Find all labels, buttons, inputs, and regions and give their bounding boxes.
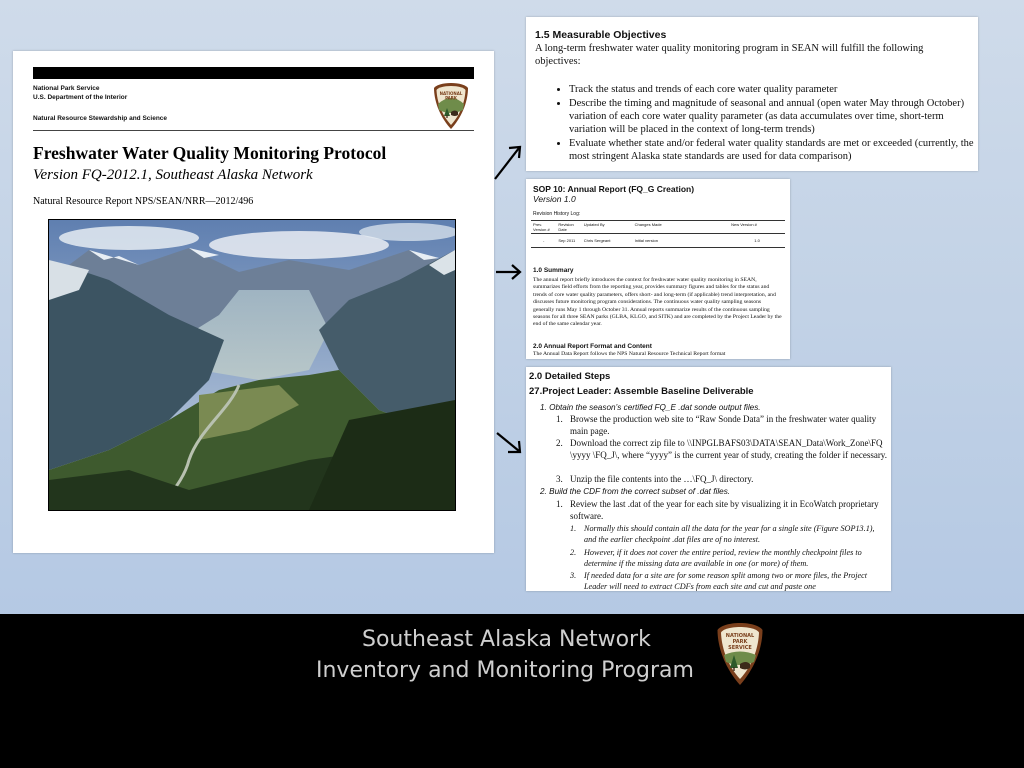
objectives-intro: A long-term freshwater water quality monitoring program in SEAN will fulfill the following objectives: xyxy=(535,43,924,67)
badge-text-2: PARK xyxy=(732,639,748,645)
sop-annual-report-excerpt xyxy=(526,179,790,359)
list-item: Unzip the file contents into the …\FQ_J\ directory. xyxy=(570,474,754,484)
arrow-icon xyxy=(494,263,524,281)
stewardship-label: Natural Resource Stewardship and Science xyxy=(33,115,168,122)
agency-line-1: National Park Service xyxy=(33,85,100,92)
list-item: Review the last .dat of the year for each site by visualizing it in EcoWatch proprietary software. xyxy=(570,499,879,521)
sop-heading: SOP 10: Annual Report (FQ_G Creation) xyxy=(533,184,695,194)
list-item: • Describe the timing and magnitude of seasonal and annual (open water May through October) variation of each core water quality parameter (as data accumulates over time, short-term variation will be placed in the context of long-term trends) xyxy=(569,97,975,136)
list-item: If needed data for a site are for some reason split among two or more files, the Project Leader will need to extract CDFs from each site and cut and paste one xyxy=(584,571,868,591)
table-header-row xyxy=(531,221,785,234)
document-title: Freshwater Water Quality Monitoring Protocol xyxy=(33,143,387,163)
nps-arrowhead-icon xyxy=(716,622,764,691)
column-header: Updated By xyxy=(582,221,633,234)
column-header: Prev. Version # xyxy=(531,221,556,234)
badge-text-1: NATIONAL xyxy=(725,633,755,639)
list-item: Browse the production web site to “Raw Sonde Data” in the freshwater water quality main page. xyxy=(570,414,877,436)
sub-1-num: 1. xyxy=(570,524,577,533)
step-3-num: 3. xyxy=(556,474,563,484)
agency-line-2: U.S. Department of the Interior xyxy=(33,94,128,101)
format-heading: 2.0 Annual Report Format and Content xyxy=(533,343,652,350)
agency-block xyxy=(33,84,127,102)
list-item: Normally this should contain all the data for the year for a single site (Figure SOP13.1), and the earlier checkpoint .dat files are of no interest. xyxy=(584,524,875,544)
step-1: 1. Obtain the season’s certified FQ_E .dat sonde output files. xyxy=(540,403,761,412)
table-cell: Initial version xyxy=(633,234,730,248)
table-cell: Chris Sergeant xyxy=(582,234,633,248)
table-row xyxy=(531,234,785,248)
document-version: Version FQ-2012.1, Southeast Alaska Network xyxy=(33,167,313,183)
sop-version: Version 1.0 xyxy=(533,194,576,204)
step-1-num: 1. xyxy=(556,414,563,424)
steps-subheading: 27.Project Leader: Assemble Baseline Deliverable xyxy=(529,386,754,397)
svg-text:NATIONAL: NATIONAL xyxy=(439,91,463,96)
report-number: Natural Resource Report NPS/SEAN/NRR—2012/496 xyxy=(33,196,254,207)
header-bar xyxy=(33,67,474,79)
program-name: Inventory and Monitoring Program xyxy=(316,658,694,683)
table-cell: Sep 2011 xyxy=(556,234,581,248)
steps-heading: 2.0 Detailed Steps xyxy=(529,371,611,382)
table-cell: 1.0 xyxy=(729,234,785,248)
nps-arrowhead-icon xyxy=(433,82,469,135)
sub-2-num: 2. xyxy=(570,548,577,557)
summary-heading: 1.0 Summary xyxy=(533,267,574,274)
list-item: • Evaluate whether state and/or federal water quality standards are met or exceeded (currently, the most stringent Alaska state standards are used for data comparison) xyxy=(569,137,975,163)
column-header: Changes Made xyxy=(633,221,730,234)
detailed-steps-excerpt xyxy=(526,367,891,591)
table-cell: - xyxy=(531,234,556,248)
step-2: 2. Build the CDF from the correct subset of .dat files. xyxy=(540,487,731,496)
sub-3-num: 3. xyxy=(570,571,577,580)
column-header: New Version # xyxy=(729,221,785,234)
column-header: Revision Date xyxy=(556,221,581,234)
objectives-excerpt xyxy=(526,17,978,171)
step-2-1-num: 1. xyxy=(556,499,563,509)
report-cover-page xyxy=(13,51,494,553)
svg-text:PARK: PARK xyxy=(445,95,457,101)
list-item: • Track the status and trends of each core water quality parameter xyxy=(569,83,975,96)
revision-table xyxy=(531,220,785,248)
divider xyxy=(33,130,474,131)
aerial-valley-photo xyxy=(48,219,456,511)
summary-text: The annual report briefly introduces the context for freshwater water quality monitoring in SEAN, summarizes field efforts from the reporting year, provides summary figures and tables for the status and trends of core water quality parameters, offers short- and long-term (if applicable) trend interpretation, and discusses future monitoring program considerations. The continuous water quality sampling seasons generally runs May 1 through October 31. Annual reports summarize results of the continuous sampling seasons for all three SEAN parks (GLBA, KLGO, and SITK) and are completed by the Project Leader by the end of the same calendar year. xyxy=(533,277,782,328)
list-item: Download the correct zip file to \\INPGLBAFS03\DATA\SEAN_Data\Work_Zone\FQ\yyyy \FQ_J\, where “yyyy” is the current year of study, creating the folder if necessary. xyxy=(570,438,887,460)
objectives-heading: 1.5 Measurable Objectives xyxy=(535,29,667,41)
format-text: The Annual Data Report follows the NPS Natural Resource Technical Report format xyxy=(533,351,726,357)
network-name: Southeast Alaska Network xyxy=(362,627,651,652)
objectives-list xyxy=(535,83,975,164)
list-item: However, if it does not cover the entire period, review the monthly checkpoint files to determine if the missing data are available in one (or more) of them. xyxy=(584,548,862,568)
arrow-icon xyxy=(494,430,524,456)
step-2-num: 2. xyxy=(556,438,563,448)
footer-banner xyxy=(0,614,1024,768)
badge-text-3: SERVICE xyxy=(728,645,752,651)
revision-log-label: Revision History Log: xyxy=(533,211,581,217)
arrow-icon xyxy=(492,142,524,182)
